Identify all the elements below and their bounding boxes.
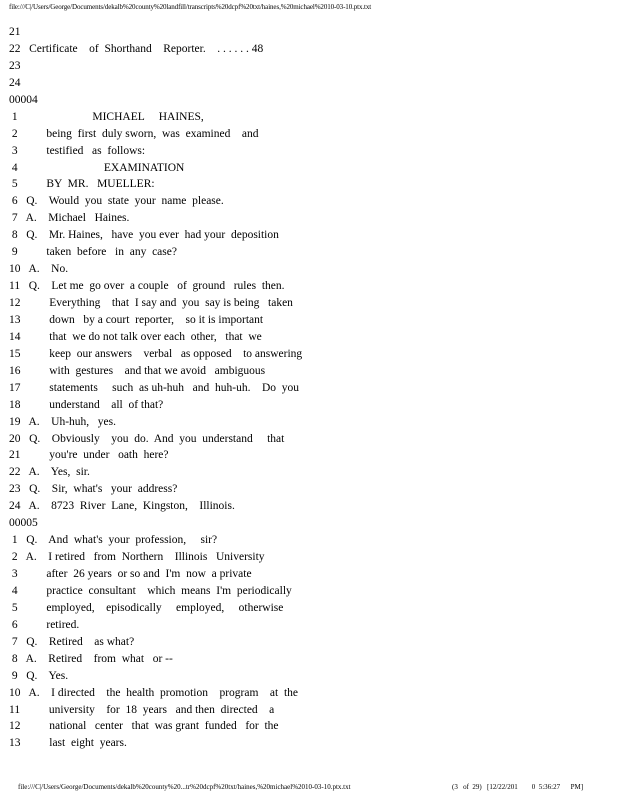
transcript-line: 13 down by a court reporter, so it is important <box>9 313 264 326</box>
transcript-line: 5 employed, episodically employed, otherwise <box>9 601 284 614</box>
transcript-line: 1 MICHAEL HAINES, <box>9 110 204 123</box>
transcript-line: 2 being first duly sworn, was examined and <box>9 127 259 140</box>
transcript-line: 8 Q. Mr. Haines, have you ever had your deposition <box>9 229 279 242</box>
transcript-line: 14 that we do not talk over each other, that we <box>9 330 262 343</box>
transcript-line: 15 keep our answers verbal as opposed to answering <box>9 347 303 360</box>
transcript-line: 4 practice consultant which means I'm periodically <box>9 584 292 597</box>
transcript-line: 8 A. Retired from what or -- <box>9 652 173 665</box>
transcript-line: 23 Q. Sir, what's your address? <box>9 483 178 496</box>
transcript-line: 1 Q. And what's your profession, sir? <box>9 534 218 547</box>
transcript-line: 12 national center that was grant funded for the <box>9 720 279 733</box>
transcript-line: 6 retired. <box>9 618 80 631</box>
file-path-header: file:///C|/Users/George/Documents/dekalb%20county%20landfill/transcripts%20dcpf%20txt/haines,%20michael%2010-03-10.ptx.txt <box>9 3 372 11</box>
transcript-line: 11 Q. Let me go over a couple of ground rules then. <box>9 280 285 293</box>
page-marker: 00005 <box>9 517 38 530</box>
transcript-line: 16 with gestures and that we avoid ambiguous <box>9 364 266 377</box>
transcript-line: 20 Q. Obviously you do. And you understand that <box>9 432 285 445</box>
transcript-line: 10 A. No. <box>9 263 69 276</box>
transcript-line: 10 A. I directed the health promotion program at the <box>9 686 299 699</box>
transcript-line: 7 A. Michael Haines. <box>9 212 130 225</box>
transcript-line: 4 EXAMINATION <box>9 161 185 174</box>
transcript-line: 24 <box>9 76 21 89</box>
transcript-line: 6 Q. Would you state your name please. <box>9 195 224 208</box>
transcript-line: 17 statements such as uh-huh and huh-uh. Do you <box>9 381 300 394</box>
transcript-line: 5 BY MR. MUELLER: <box>9 178 155 191</box>
transcript-line: 18 understand all of that? <box>9 398 164 411</box>
transcript-line: 23 <box>9 59 21 72</box>
transcript-line: 3 testified as follows: <box>9 144 146 157</box>
transcript-line: 11 university for 18 years and then directed a <box>9 703 275 716</box>
transcript-line: 24 A. 8723 River Lane, Kingston, Illinois. <box>9 500 235 513</box>
transcript-line: 9 Q. Yes. <box>9 669 69 682</box>
transcript-line: 19 A. Uh-huh, yes. <box>9 415 117 428</box>
transcript-line: 21 you're under oath here? <box>9 449 169 462</box>
transcript-line: 13 last eight years. <box>9 737 127 750</box>
transcript-line: 3 after 26 years or so and I'm now a private <box>9 568 252 580</box>
transcript-line: 7 Q. Retired as what? <box>9 635 135 648</box>
page-marker: 00004 <box>9 93 38 106</box>
transcript-line: 22 Certificate of Shorthand Reporter. . . . . . . 48 <box>9 42 264 55</box>
page-info-footer: (3 of 29) [12/22/201 0 5:36:27 PM] <box>452 783 584 791</box>
transcript-line: 2 A. I retired from Northern Illinois University <box>9 551 265 564</box>
transcript-line: 21 <box>9 26 21 38</box>
transcript-line: 12 Everything that I say and you say is being taken <box>9 297 293 309</box>
file-path-footer: file:///C|/Users/George/Documents/dekalb%20county%20...tr%20dcpf%20txt/haines,%20michael%2010-03-10.ptx.txt <box>18 783 351 791</box>
transcript-line: 9 taken before in any case? <box>9 246 177 259</box>
transcript-body <box>9 24 609 752</box>
transcript-line: 22 A. Yes, sir. <box>9 466 90 479</box>
